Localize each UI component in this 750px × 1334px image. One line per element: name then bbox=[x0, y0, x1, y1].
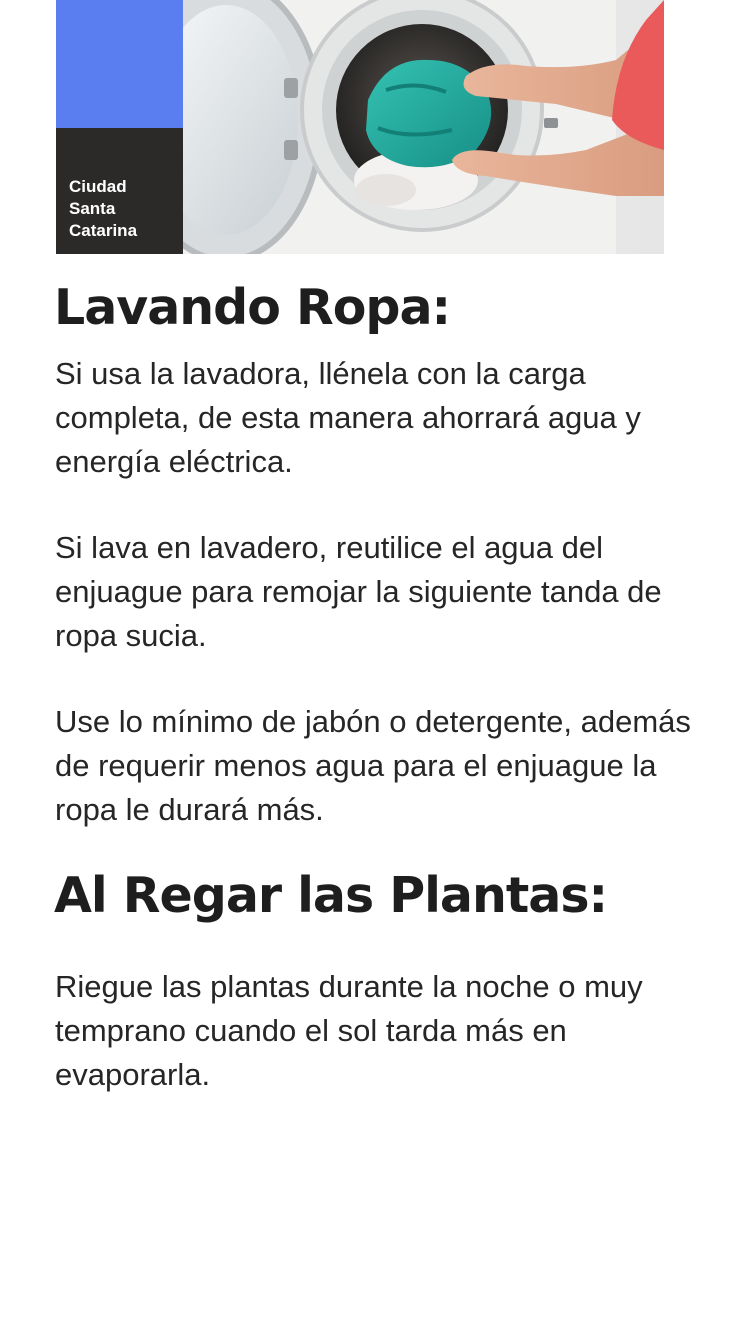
section-title-laundry: Lavando Ropa: bbox=[54, 279, 451, 336]
brand-color-block bbox=[56, 0, 183, 128]
brand-line: Santa bbox=[69, 199, 116, 218]
tip-paragraph: Riegue las plantas durante la noche o muy temprano cuando el sol tarda más en evaporarla. bbox=[55, 969, 643, 1092]
brand-line: Ciudad bbox=[69, 177, 127, 196]
section-title-plants: Al Regar las Plantas: bbox=[54, 867, 608, 924]
tip-paragraph: Si lava en lavadero, reutilice el agua del enjuague para remojar la siguiente tanda de ropa sucia. bbox=[55, 530, 662, 653]
hero-image bbox=[56, 0, 664, 254]
brand-logo-text bbox=[69, 176, 179, 242]
brand-line: Catarina bbox=[69, 221, 138, 240]
tip-paragraph: Use lo mínimo de jabón o detergente, además de requerir menos agua para el enjuague la ropa le durará más. bbox=[55, 704, 691, 827]
tip-paragraph: Si usa la lavadora, llénela con la carga completa, de esta manera ahorrará agua y energía eléctrica. bbox=[55, 356, 641, 479]
